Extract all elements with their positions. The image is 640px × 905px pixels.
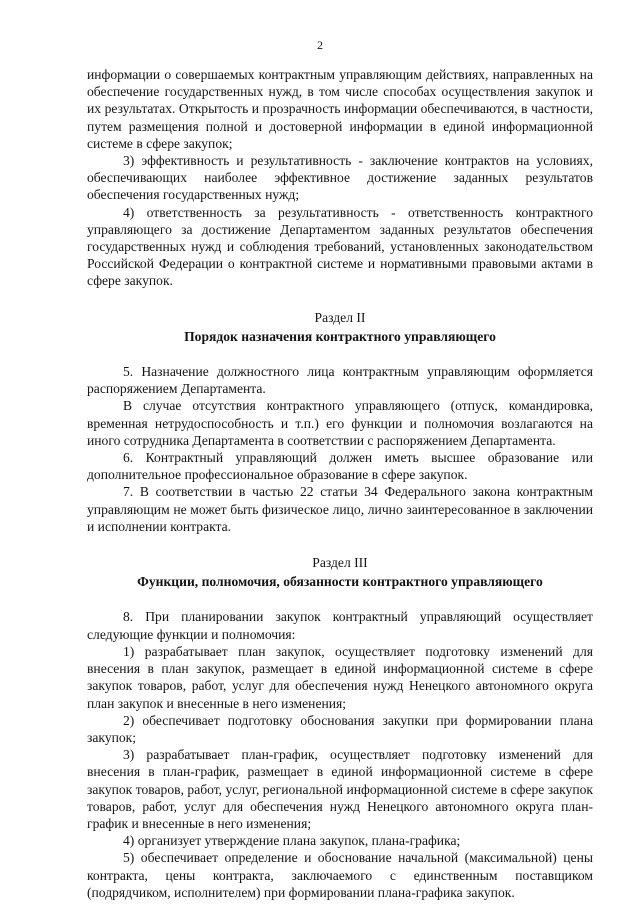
section-3-paragraph-6: 5) обеспечивает определение и обоснование начальной (максимальной) цены контракта, цены контракта, заключаемого с единственным поставщиком (подрядчиком, исполнителем) при формировании плана-графика закупок.: [87, 850, 593, 900]
intro-paragraph-2: 3) эффективность и результативность - заключение контрактов на условиях, обеспечивающих наиболее эффективное достижение заданных результатов обеспечения государственных нужд;: [87, 153, 593, 203]
document-body: [87, 66, 593, 901]
section-2-header: [87, 309, 593, 345]
section-3-paragraph-1: 8. При планировании закупок контрактный управляющий осуществляет следующие функции и полномочия:: [87, 609, 593, 642]
section-2-paragraph-2: В случае отсутствия контрактного управляющего (отпуск, командировка, временная нетрудоспособность и т.п.) его функции и полномочия возлагаются на иного сотрудника Департамента в соответствии с распоряжением Департамента.: [87, 398, 593, 448]
section-2-paragraph-3: 6. Контрактный управляющий должен иметь высшее образование или дополнительное профессиональное образование в сфере закупок.: [87, 450, 593, 483]
section-3-title: Раздел III: [312, 555, 368, 571]
page-number: 2: [317, 38, 323, 52]
section-3-heading: Функции, полномочия, обязанности контрактного управляющего: [137, 574, 543, 590]
intro-paragraph-1: информации о совершаемых контрактным управляющим действиях, направленных на обеспечение государственных нужд, в том числе способах осуществления закупок и их результатах. Открытость и прозрачность информации обеспечиваются, в частности, путем размещения полной и достоверной информации в единой информационной системе в сфере закупок;: [87, 67, 593, 151]
section-3-paragraph-3: 2) обеспечивает подготовку обоснования закупки при формировании плана закупок;: [87, 712, 593, 745]
section-2-title: Раздел II: [314, 309, 366, 325]
section-3-paragraph-5: 4) организует утверждение плана закупок, плана-графика;: [123, 833, 461, 849]
section-3-paragraph-2: 1) разрабатывает план закупок, осуществляет подготовку изменений для внесения в план закупок, размещает в единой информационной системе в сфере закупок товаров, работ, услуг для обеспечения нужд Ненецкого автономного округа план закупок и внесенные в него изменения;: [87, 643, 593, 711]
section-2-paragraph-4: 7. В соответствии в частью 22 статьи 34 Федерального закона контрактным управляющим не может быть физическое лицо, лично заинтересованное в заключении и исполнении контракта.: [87, 484, 593, 534]
section-3-header: [87, 554, 593, 590]
section-2-heading: Порядок назначения контрактного управляющего: [184, 328, 496, 344]
section-2-paragraph-1: 5. Назначение должностного лица контрактным управляющим оформляется распоряжением Департамента.: [87, 364, 593, 397]
intro-paragraph-3: 4) ответственность за результативность - ответственность контрактного управляющего за достижение Департаментом заданных результатов обеспечения государственных нужд и соблюдения требований, установленных законодательством Российской Федерации о контрактной системе и нормативными правовыми актами в сфере закупок.: [87, 204, 593, 289]
section-3-paragraph-4: 3) разрабатывает план-график, осуществляет подготовку изменений для внесения в план-график, размещает в единой информационной системе в сфере закупок товаров, работ, услуг, региональной информационной системе в сфере закупок товаров, работ, услуг для обеспечения нужд Ненецкого автономного округа план-график и внесенные в него изменения;: [87, 747, 593, 831]
